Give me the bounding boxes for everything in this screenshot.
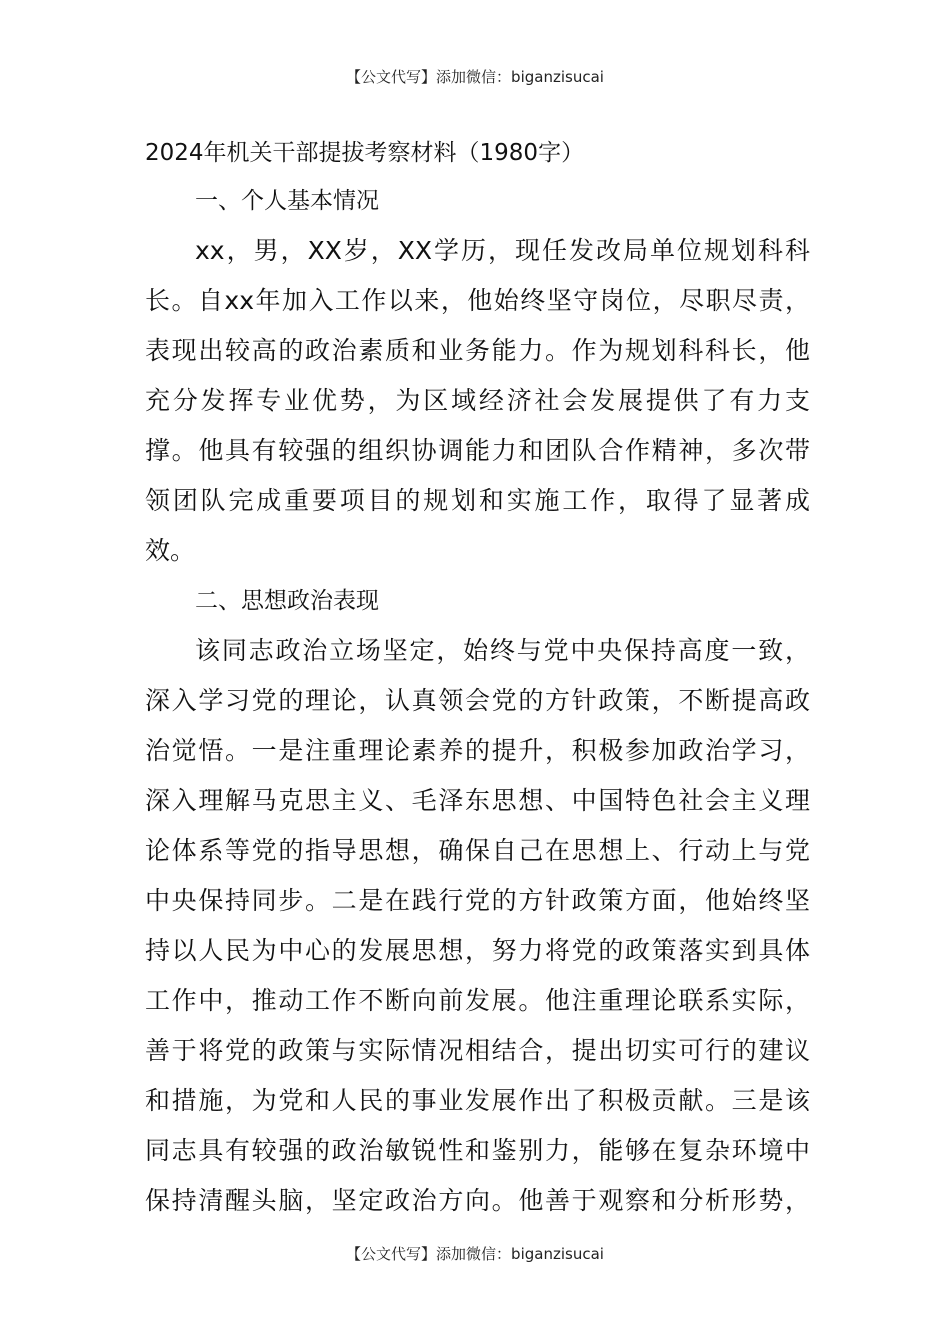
paragraph-line: 论体系等党的指导思想，确保自己在思想上、行动上与党 [145,836,810,865]
paragraph-line: 充分发挥专业优势，为区域经济社会发展提供了有力支 [145,386,810,415]
paragraph-line: 长。自xx年加入工作以来，他始终坚守岗位，尽职尽责， [145,286,810,315]
paragraph-line: 持以人民为中心的发展思想，努力将党的政策落实到具体 [145,936,810,965]
paragraph-line: 中央保持同步。二是在践行党的方针政策方面，他始终坚 [145,886,810,915]
section-paragraph-basic-info [145,226,810,576]
paragraph-line: 同志具有较强的政治敏锐性和鉴别力，能够在复杂环境中 [145,1136,810,1165]
page-header-watermark: 【公文代写】添加微信：biganzisucai [346,68,604,86]
paragraph-line: 善于将党的政策与实际情况相结合，提出切实可行的建议 [145,1036,810,1065]
paragraph-line: 效。 [145,536,196,565]
paragraph-line: 治觉悟。一是注重理论素养的提升，积极参加政治学习， [145,736,810,765]
section-paragraph-political-performance [145,626,810,1226]
paragraph-line: 工作中，推动工作不断向前发展。他注重理论联系实际， [145,986,810,1015]
paragraph-line: 该同志政治立场坚定，始终与党中央保持高度一致， [195,636,810,665]
page-footer-watermark: 【公文代写】添加微信：biganzisucai [346,1245,604,1263]
paragraph-line: 撑。他具有较强的组织协调能力和团队合作精神，多次带 [145,436,810,465]
document-body [145,130,810,1226]
paragraph-line: 深入理解马克思主义、毛泽东思想、中国特色社会主义理 [145,786,810,815]
section-heading-political-performance: 二、思想政治表现 [195,588,379,614]
section-heading-basic-info: 一、个人基本情况 [195,188,379,214]
paragraph-line: 领团队完成重要项目的规划和实施工作，取得了显著成 [145,486,810,515]
paragraph-line: 保持清醒头脑，坚定政治方向。他善于观察和分析形势， [145,1186,810,1215]
paragraph-line: 深入学习党的理论，认真领会党的方针政策，不断提高政 [145,686,810,715]
document-title: 2024年机关干部提拔考察材料（1980字） [145,140,585,166]
paragraph-line: 表现出较高的政治素质和业务能力。作为规划科科长，他 [145,336,810,365]
paragraph-line: 和措施，为党和人民的事业发展作出了积极贡献。三是该 [145,1086,810,1115]
paragraph-line: xx，男，XX岁，XX学历，现任发改局单位规划科科 [195,236,810,265]
